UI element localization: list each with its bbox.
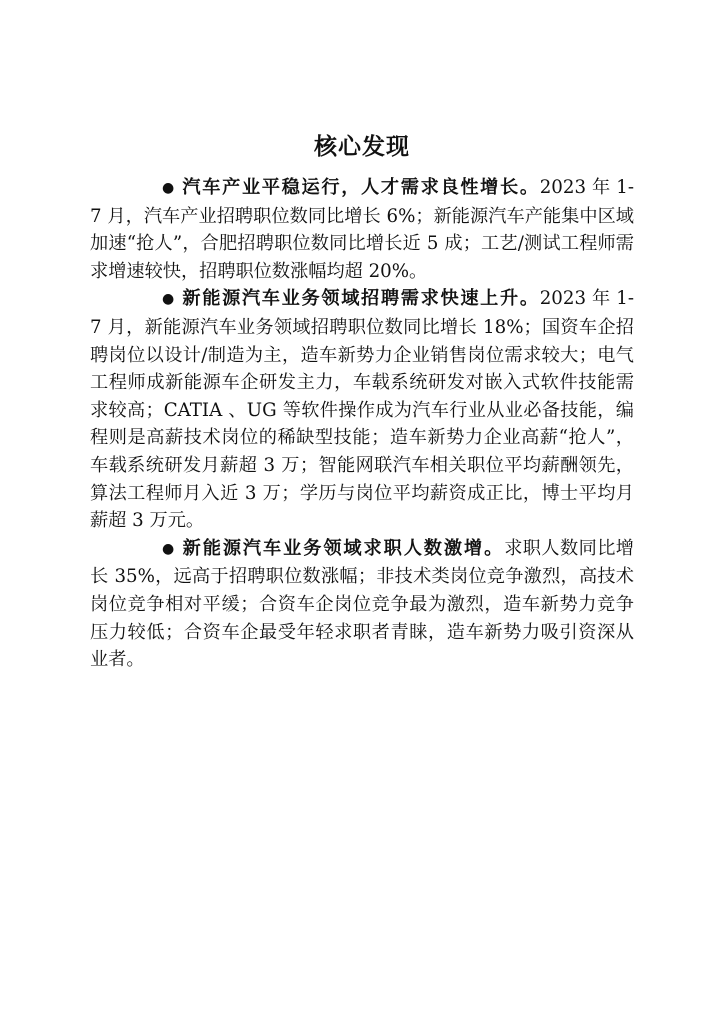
finding-heading: 汽车产业平稳运行，人才需求良性增长。 xyxy=(182,177,540,198)
finding-heading: 新能源汽车业务领域招聘需求快速上升。 xyxy=(182,288,540,310)
finding-item xyxy=(90,535,634,674)
finding-item xyxy=(90,285,634,534)
findings-list xyxy=(90,174,634,674)
finding-item xyxy=(90,174,634,285)
finding-text: 2023 年 1-7 月，新能源汽车业务领域招聘职位数同比增长 18%；国资车企招聘岗位以设计/制造为主，造车新势力企业销售岗位需求较大；电气工程师成新能源车企研发主力，车载系统研发对嵌入式软件技能需求较高；CATIA 、UG 等软件操作成为汽车行业从业必备技能，编程则是高薪技术岗位的稀缺型技能；造车新势力企业高薪“抢人”，车载系统研发月薪超 3 万；智能网联汽车相关职位平均薪酬领先，算法工程师月入近 3 万；学历与岗位平均薪资成正比，博士平均月薪超 3 万元。 xyxy=(90,288,634,532)
finding-text: 求职人数同比增长 35%，远高于招聘职位数涨幅；非技术类岗位竞争激烈，高技术岗位竞争相对平缓；合资车企岗位竞争最为激烈，造车新势力竞争压力较低；合资车企最受年轻求职者青睐，造车新势力吸引资深从业者。 xyxy=(90,537,634,671)
finding-text: 2023 年 1-7 月，汽车产业招聘职位数同比增长 6%；新能源汽车产能集中区域加速“抢人”，合肥招聘职位数同比增长近 5 成；工艺/测试工程师需求增速较快，招聘职位数涨幅均超 20%。 xyxy=(90,177,634,282)
finding-heading: 新能源汽车业务领域求职人数激增。 xyxy=(182,537,505,559)
bullet-icon: ● xyxy=(162,180,175,196)
page-title: 核心发现 xyxy=(314,133,410,160)
bullet-icon: ● xyxy=(162,291,175,308)
bullet-icon: ● xyxy=(162,540,175,557)
